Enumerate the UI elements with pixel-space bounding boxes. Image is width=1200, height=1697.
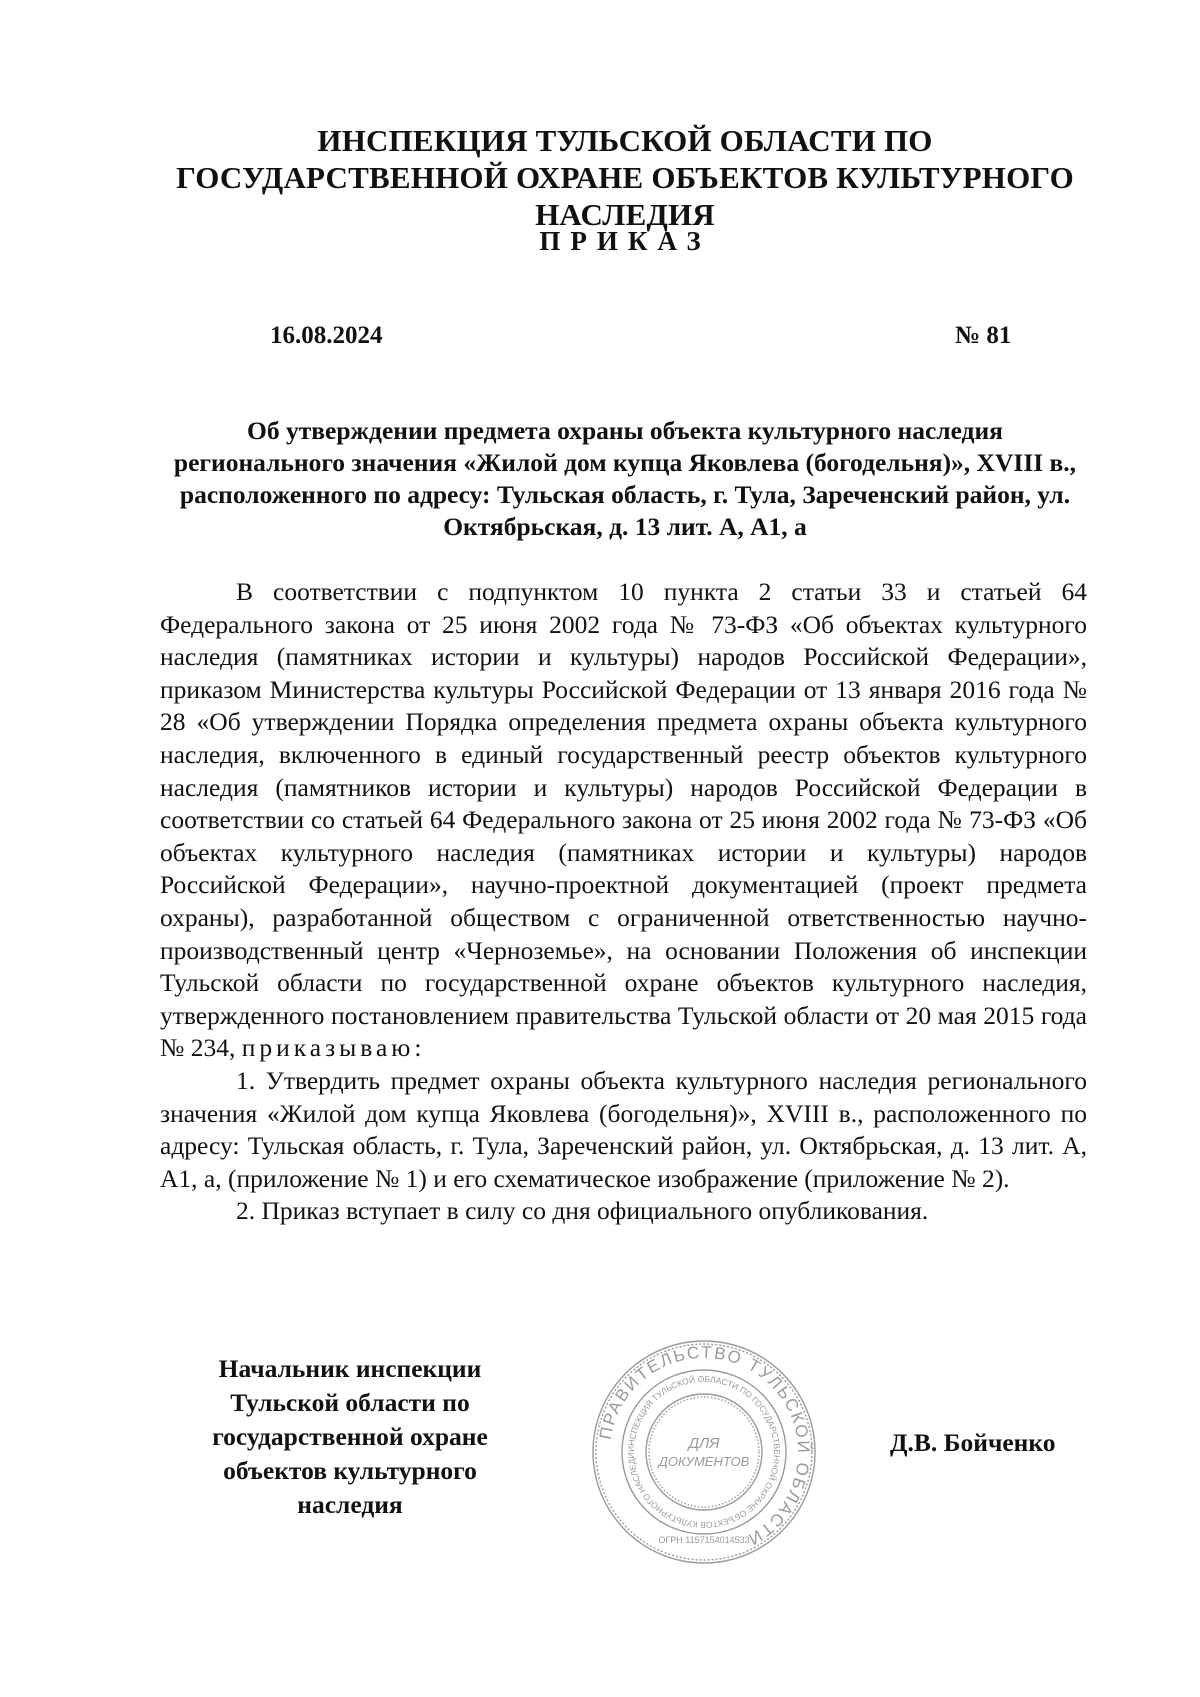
preamble-text: В соответствии с подпунктом 10 пункта 2 статьи 33 и статьей 64 Федерального закона от 25 июня 2002 года № 73-ФЗ «Об объектах культурного наследия (памятниках истории и культуры) народов Российской Федерации», приказом Министерства культуры Российской Федерации от 13 января 2016 года № 28 «Об утверждении Порядка определения предмета охраны объекта культурного наследия, включенного в единый государственный реестр объектов культурного наследия (памятников истории и культуры) народов Российской Федерации в соответствии со статьей 64 Федерального закона от 25 июня 2002 года № 73-ФЗ «Об объектах культурного наследия (памятниках истории и культуры) народов Российской Федерации», научно-проектной документацией (проект предмета охраны), разработанной обществом с ограниченной ответственностью научно-производственный центр «Черноземье», на основании Положения об инспекции Тульской области по государственной охране объектов культурного наследия, утвержденного постановлением правительства Тульской области от 20 мая 2015 года № 234, — [160, 577, 1087, 1063]
signatory-position: Начальник инспекции Тульской области по государственной охране объектов культурного наследия — [212, 1354, 488, 1519]
preamble-paragraph — [160, 576, 1087, 1065]
document-subject: Об утверждении предмета охраны объекта культурного наследия регионального значения «Жилой дом купца Яковлева (богодельня)», XVIII в., расположенного по адресу: Тульская область, г. Тула, Зареченский район, ул. Октябрьская, д. 13 лит. А, А1, а — [173, 416, 1077, 541]
organization-title: ИНСПЕКЦИЯ ТУЛЬСКОЙ ОБЛАСТИ ПО ГОСУДАРСТВЕННОЙ ОХРАНЕ ОБЪЕКТОВ КУЛЬТУРНОГО НАСЛЕДИЯ — [176, 123, 1074, 232]
document-date: 16.08.2024 — [270, 322, 383, 349]
seal-graphic — [588, 1336, 820, 1568]
seal-inner-text: ИНСПЕКЦИЯ ТУЛЬСКОЙ ОБЛАСТИ ПО ГОСУДАРСТВЕННОЙ ОХРАНЕ ОБЪЕКТОВ КУЛЬТУРНОГО НАСЛЕДИ — [625, 1373, 783, 1531]
document-number: № 81 — [955, 322, 1012, 349]
signatory-name: Д.В. Бойченко — [890, 1428, 1056, 1457]
seal-ogrn: ОГРН 1157154014533 — [658, 1535, 750, 1545]
order-word: приказываю: — [241, 1033, 426, 1063]
seal-outer-text: ПРАВИТЕЛЬСТВО ТУЛЬСКОЙ ОБЛАСТИ — [595, 1342, 814, 1550]
order-item-2: 2. Приказ вступает в силу со дня официального опубликования. — [236, 1196, 929, 1226]
order-item-1: 1. Утвердить предмет охраны объекта культурного наследия регионального значения «Жилой дом купца Яковлева (богодельня)», XVIII в., расположенного по адресу: Тульская область, г. Тула, Зареченский район, ул. Октябрьская, д. 13 лит. А, А1, а, (приложение № 1) и его схематическое изображение (приложение № 2). — [160, 1065, 1087, 1193]
seal-center-line2: ДОКУМЕНТОВ — [658, 1454, 750, 1469]
document-type: ПРИКАЗ — [539, 226, 711, 256]
document-body — [160, 576, 1087, 1228]
seal-center-line1: ДЛЯ — [688, 1435, 720, 1452]
official-seal — [588, 1336, 820, 1568]
